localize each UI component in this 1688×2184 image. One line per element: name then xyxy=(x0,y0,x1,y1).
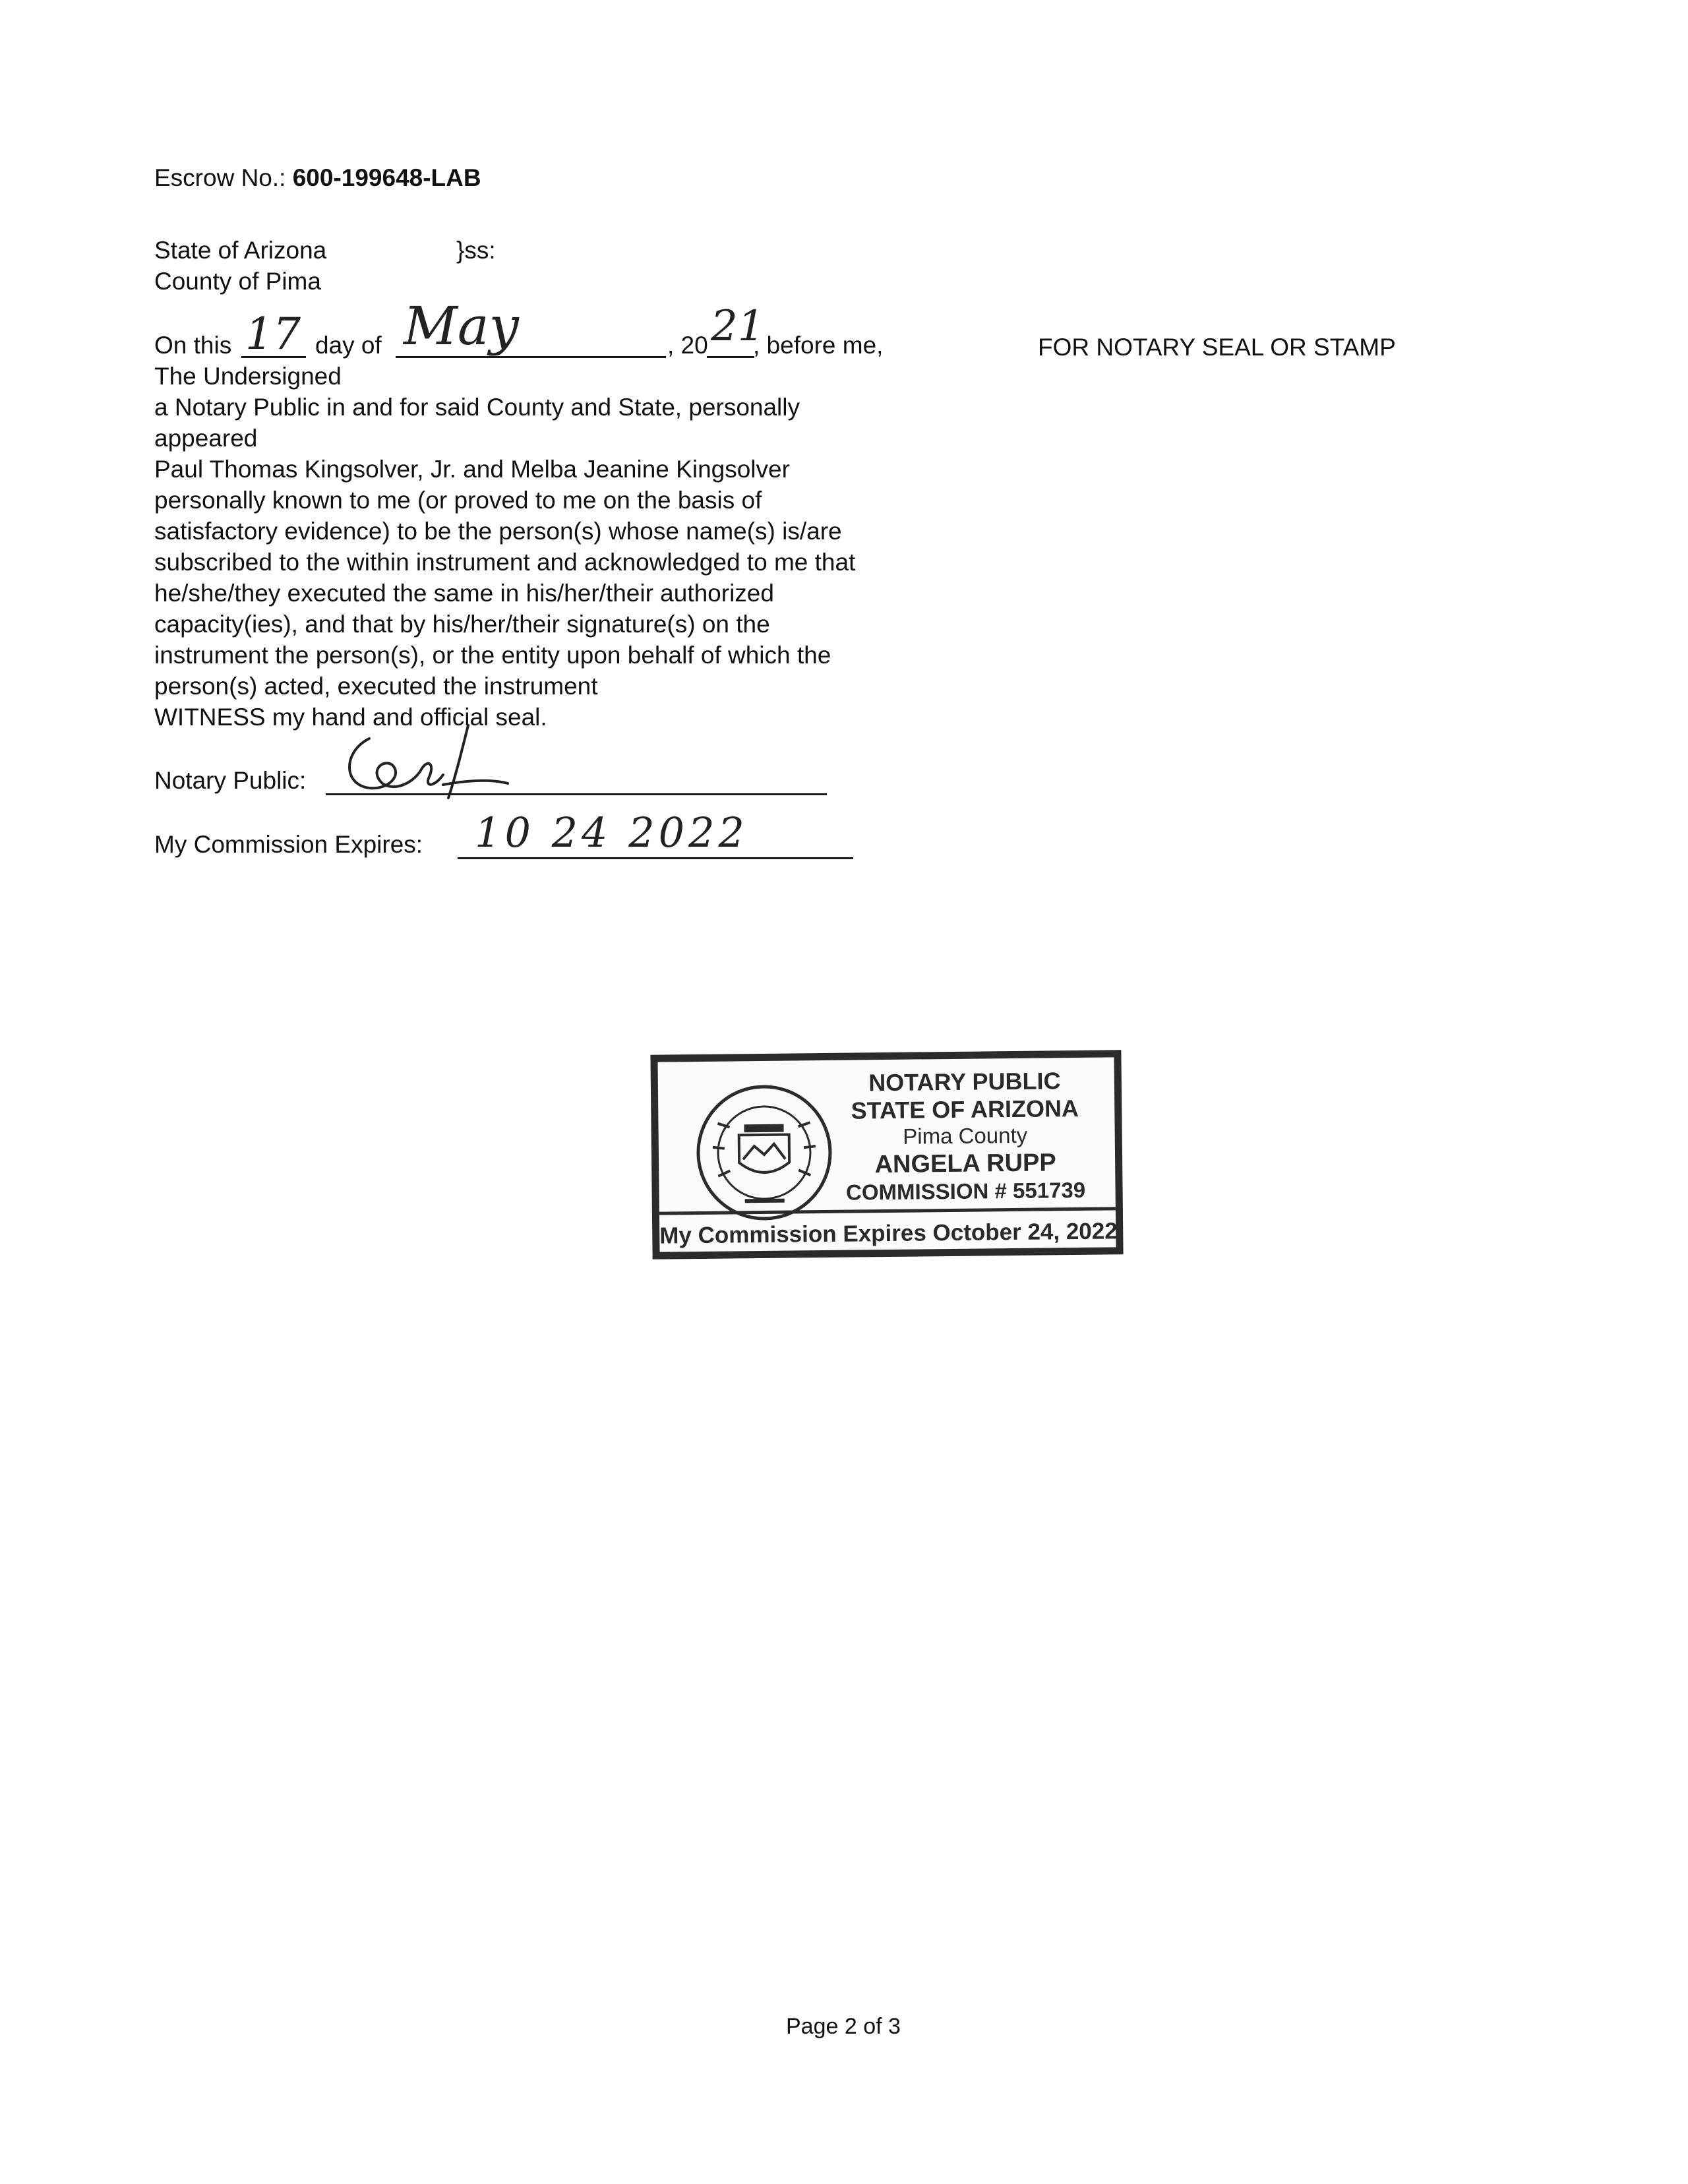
month-handwritten: May xyxy=(404,295,519,357)
notary-stamp xyxy=(650,1050,1123,1259)
venue-state: State of Arizona xyxy=(154,237,327,264)
body-line-1: a Notary Public in and for said County and State, personally xyxy=(154,394,800,421)
on-this-text: On this xyxy=(154,332,232,359)
escrow-line xyxy=(154,162,481,193)
before-me-text: , before me, xyxy=(753,332,884,359)
year-prefix: , 20 xyxy=(667,332,708,359)
body-line-4: personally known to me (or proved to me on the basis of xyxy=(154,487,762,514)
venue-county: County of Pima xyxy=(154,268,321,295)
body-line-5: satisfactory evidence) to be the person(s) whose name(s) is/are xyxy=(154,518,842,545)
notary-signature xyxy=(330,712,528,811)
page-number: Page 2 of 3 xyxy=(786,2014,901,2039)
commission-line xyxy=(458,857,853,859)
notary-public-label: Notary Public: xyxy=(154,767,307,794)
escrow-label: Escrow No.: xyxy=(154,164,286,191)
body-line-10: person(s) acted, executed the instrument xyxy=(154,673,598,700)
venue-ss: }ss: xyxy=(456,237,496,264)
year-handwritten: 21 xyxy=(711,302,765,351)
stamp-line-3: Pima County xyxy=(903,1122,1028,1149)
stamp-line-1: NOTARY PUBLIC xyxy=(868,1067,1061,1097)
stamp-line-4: ANGELA RUPP xyxy=(874,1149,1056,1179)
commission-label: My Commission Expires: xyxy=(154,831,423,858)
day-handwritten: 17 xyxy=(245,309,301,359)
commission-handwritten: 10 24 2022 xyxy=(475,808,748,857)
escrow-number: 600-199648-LAB xyxy=(292,164,481,191)
body-line-8: capacity(ies), and that by his/her/their signature(s) on the xyxy=(154,611,770,638)
year-blank xyxy=(707,356,754,358)
body-line-7: he/she/they executed the same in his/her/their authorized xyxy=(154,580,774,607)
the-undersigned: The Undersigned xyxy=(154,363,342,390)
stamp-line-2: STATE OF ARIZONA xyxy=(851,1094,1079,1124)
body-line-9: instrument the person(s), or the entity upon behalf of which the xyxy=(154,642,831,669)
arizona-seal-icon xyxy=(691,1083,837,1223)
day-of-text: day of xyxy=(315,332,382,359)
body-line-6: subscribed to the within instrument and acknowledged to me that xyxy=(154,549,856,576)
stamp-line-5: COMMISSION # 551739 xyxy=(845,1177,1086,1205)
stamp-footer: My Commission Expires October 24, 2022 xyxy=(659,1218,1118,1249)
body-line-11: WITNESS my hand and official seal. xyxy=(154,704,547,731)
seal-placeholder-label: FOR NOTARY SEAL OR STAMP xyxy=(1038,334,1396,361)
body-line-2: appeared xyxy=(154,425,258,452)
body-line-3: Paul Thomas Kingsolver, Jr. and Melba Jeanine Kingsolver xyxy=(154,456,790,483)
